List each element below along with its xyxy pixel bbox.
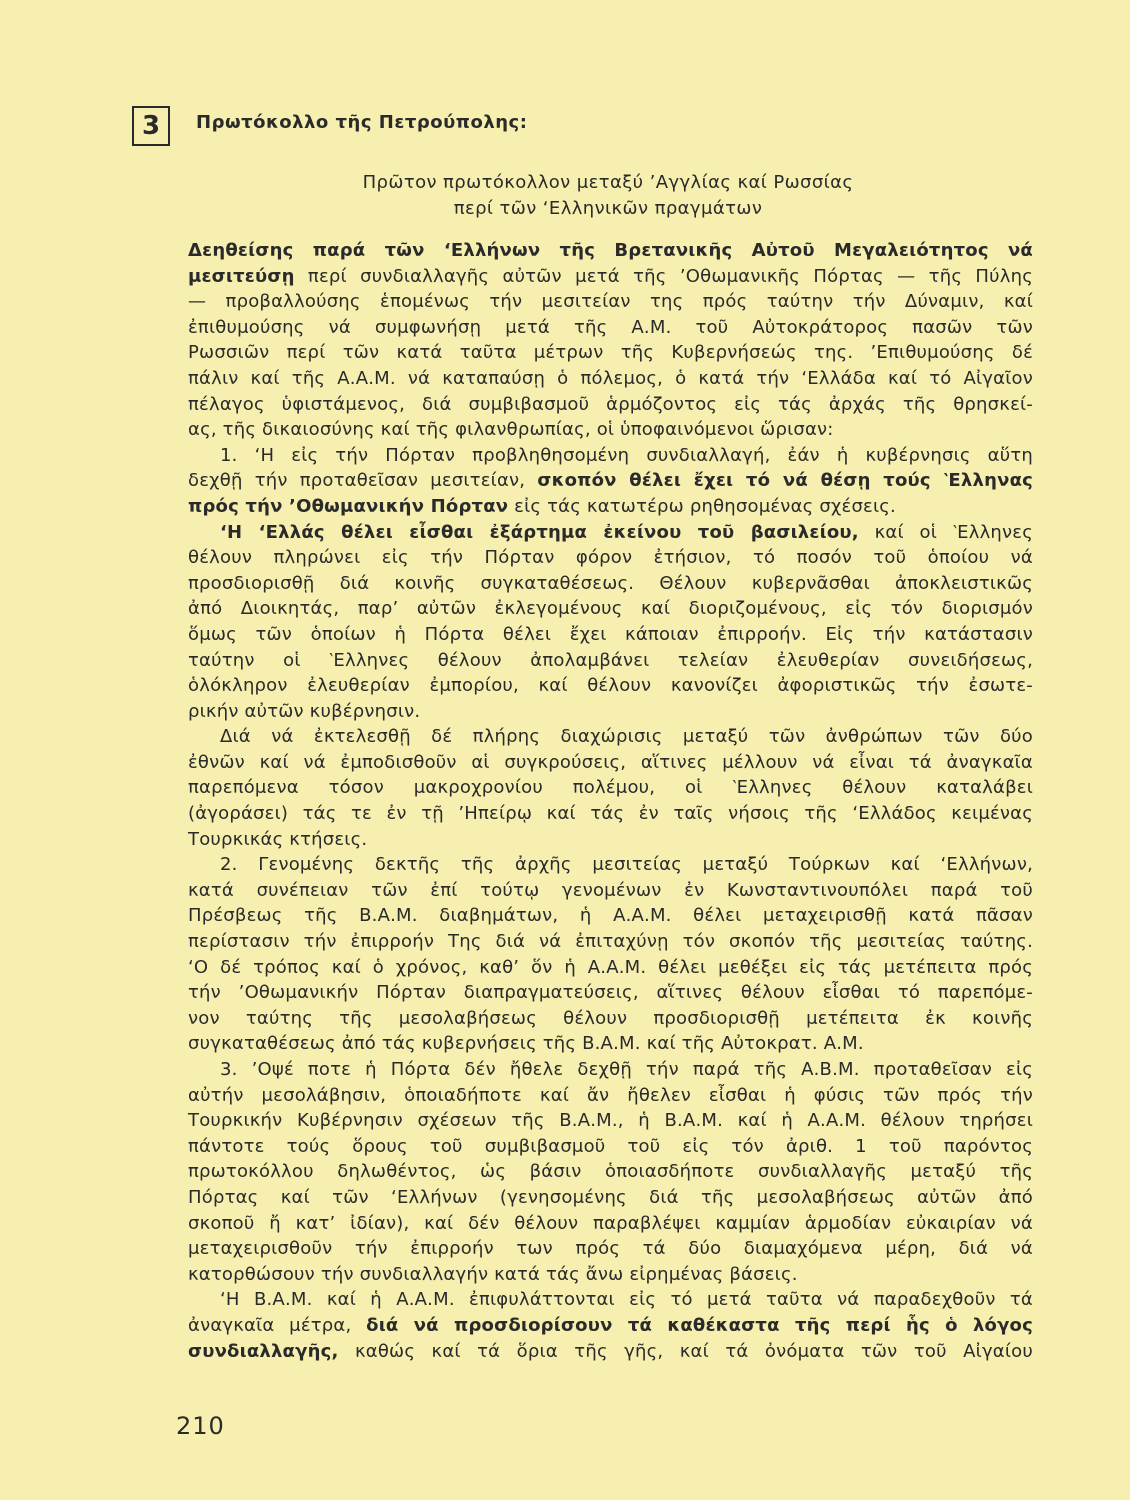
text-line (188, 1108, 1033, 1134)
text-run: ἀπό Διοικητάς, παρ’ αὐτῶν ἐκλεγομένους καί διοριζομένους, εἰς τόν διορισμόν (188, 598, 1033, 620)
text-line (188, 1134, 1033, 1160)
text-run: ταύτην οἱ ‵Ελληνες θέλουν ἀπολαμβάνει τελείαν ἐλευθερίαν συνειδήσεως, (188, 649, 1033, 671)
text-line (188, 340, 1033, 366)
text-line (188, 673, 1033, 699)
text-line (188, 699, 1033, 725)
bold-text-run: πρός τήν ’Οθωμανικήν Πόρταν (188, 495, 509, 517)
text-line (188, 775, 1033, 801)
bold-text-run: συνδιαλλαγῆς, (188, 1340, 339, 1362)
bold-text-run: σκοπόν θέλει ἔχει τό νά θέσῃ τούς ‵Ελληνας (537, 470, 1033, 492)
text-line (188, 366, 1033, 392)
text-run: ὁλόκληρον ἐλευθερίαν ἐμπορίου, καί θέλουν κανονίζει ἀφοριστικῶς τήν ἐσωτε- (188, 675, 1033, 697)
text-run: Ρωσσιῶν περί τῶν κατά ταῦτα μέτρων τῆς Κυβερνήσεώς της. ’Επιθυμούσης δέ (188, 342, 1033, 364)
text-line (188, 1262, 1033, 1288)
text-run: πρωτοκόλλου δηλωθέντος, ὡς βάσιν ὁποιασδήποτε συνδιαλλαγῆς μεταξύ τῆς (188, 1161, 1033, 1183)
text-run: μεταχειρισθοῦν τήν ἐπιρροήν των πρός τά δύο διαμαχόμενα μέρη, διά νά (188, 1238, 1033, 1260)
text-run: περί συνδιαλλαγῆς αὐτῶν μετά τῆς ’Οθωμανικῆς Πόρτας — τῆς Πύλης (294, 265, 1033, 287)
text-line (188, 545, 1033, 571)
text-line (188, 264, 1033, 290)
text-run: — προβαλλούσης ἑπομένως τήν μεσιτείαν της πρός ταύτην τήν Δύναμιν, καί (188, 291, 1033, 313)
page-number: 210 (176, 1412, 225, 1440)
text-line (188, 417, 1033, 443)
text-line (188, 903, 1033, 929)
text-run: εἰς τάς κατωτέρω ρηθησομένας σχέσεις. (508, 495, 896, 517)
text-line (188, 980, 1033, 1006)
text-run: παρεπόμενα τόσον μακροχρονίου πολέμου, οἱ ‵Ελληνες θέλουν καταλάβει (188, 777, 1033, 799)
text-run: Διά νά ἐκτελεσθῇ δέ πλήρης διαχώρισις μεταξύ τῶν ἀνθρώπων τῶν δύο (220, 726, 1033, 748)
text-run: 3. ’Οψέ ποτε ἡ Πόρτα δέν ἤθελε δεχθῇ τήν παρά τῆς Α.Β.Μ. προταθεῖσαν εἰς (220, 1059, 1033, 1080)
text-line (188, 443, 1033, 469)
text-run: Τουρκικάς κτήσεις. (188, 828, 368, 850)
text-run: συγκαταθέσεως ἀπό τάς κυβερνήσεις τῆς Β.Α.Μ. καί τῆς Αὐτοκρατ. Α.Μ. (188, 1033, 864, 1055)
bold-text-run: ‘Η ‘Ελλάς θέλει εἶσθαι ἐξάρτημα ἐκείνου τοῦ βασιλείου, (220, 521, 859, 543)
bold-text-run: διά νά προσδιορίσουν τά καθέκαστα τῆς περί ἧς ὁ λόγος (366, 1314, 1033, 1336)
text-run: κατά συνέπειαν τῶν ἐπί τούτῳ γενομένων ἐν Κωνσταντινουπόλει παρά τοῦ (188, 879, 1033, 901)
text-run: ἀναγκαῖα μέτρα, (188, 1314, 367, 1336)
text-run: πάντοτε τούς ὅρους τοῦ συμβιβασμοῦ τοῦ εἰς τόν ἀριθ. 1 τοῦ παρόντος (188, 1135, 1033, 1157)
text-line (188, 724, 1033, 750)
text-run: ‘Ο δέ τρόπος καί ὁ χρόνος, καθ’ ὅν ἡ Α.Α.Μ. θέλει μεθέξει εἰς τάς μετέπειτα πρός (188, 956, 1033, 978)
text-line (188, 955, 1033, 981)
text-line (188, 622, 1033, 648)
text-run: ‘Η Β.Α.Μ. καί ἡ Α.Α.Μ. ἐπιφυλάττονται εἰς τό μετά ταῦτα νά παραδεχθοῦν τά (220, 1289, 1033, 1311)
body-text (188, 238, 1033, 1364)
text-line (188, 1057, 1033, 1083)
text-line (188, 468, 1033, 494)
text-line (188, 571, 1033, 597)
bold-text-run: μεσιτεύσῃ (188, 265, 295, 287)
text-line (188, 289, 1033, 315)
text-line (188, 801, 1033, 827)
text-line (188, 596, 1033, 622)
text-line (188, 1006, 1033, 1032)
text-run: (ἀγοράσει) τάς τε ἐν τῇ ’Ηπείρῳ καί τάς ἐν ταῖς νήσοις τῆς ‘Ελλάδος κειμένας (188, 803, 1033, 825)
text-run: ἐθνῶν καί νά ἐμποδισθοῦν αἱ συγκρούσεις, αἵτινες μέλλουν νά εἶναι τά ἀναγκαῖα (188, 751, 1033, 773)
text-line (188, 929, 1033, 955)
text-line (188, 1236, 1033, 1262)
text-line (188, 878, 1033, 904)
heading-line-1: Πρῶτον πρωτόκολλον μεταξύ ’Αγγλίας καί Ρωσσίας (362, 172, 854, 193)
text-line (188, 1313, 1033, 1339)
text-run: Τουρκικήν Κυβέρνησιν σχέσεων τῆς Β.Α.Μ., ἡ Β.Α.Μ. καί ἡ Α.Α.Μ. θέλουν τηρήσει (188, 1110, 1033, 1132)
text-run: θέλουν πληρώνει εἰς τήν Πόρταν φόρον ἐτήσιον, τό ποσόν τοῦ ὁποίου νά (188, 547, 1033, 569)
text-run: 2. Γενομένης δεκτῆς τῆς ἀρχῆς μεσιτείας μεταξύ Τούρκων καί ‘Ελλήνων, (220, 854, 1033, 876)
text-run: 1. ‘Η εἰς τήν Πόρταν προβληθησομένη συνδιαλλαγή, ἐάν ἡ κυβέρνησις αὕτη (220, 444, 1033, 466)
text-run: σκοποῦ ἤ κατ’ ἰδίαν), καί δέν θέλουν παραβλέψει καμμίαν ἁρμοδίαν εὐκαιρίαν νά (188, 1212, 1033, 1234)
text-line (188, 750, 1033, 776)
text-run: ὅμως τῶν ὁποίων ἡ Πόρτα θέλει ἔχει κάποιαν ἐπιρροήν. Εἰς τήν κατάστασιν (188, 623, 1033, 645)
text-line (188, 1031, 1033, 1057)
text-run: Πρέσβεως τῆς Β.Α.Μ. διαβημάτων, ἡ Α.Α.Μ. θέλει μεταχειρισθῇ κατά πᾶσαν (188, 905, 1033, 927)
text-line (188, 1287, 1033, 1313)
text-run: ας, τῆς δικαιοσύνης καί τῆς φιλανθρωπίας, οἱ ὑποφαινόμενοι ὥρισαν: (188, 419, 834, 441)
text-line (188, 494, 1033, 520)
text-run: ἐπιθυμούσης νά συμφωνήσῃ μετά τῆς Α.Μ. τοῦ Αὐτοκράτορος πασῶν τῶν (188, 316, 1033, 338)
text-run: νον ταύτης τῆς μεσολαβήσεως θέλουν προσδιορισθῇ μετέπειτα ἐκ κοινῆς (188, 1007, 1033, 1029)
text-line (188, 852, 1033, 878)
heading-line-2: περί τῶν ‘Ελληνικῶν πραγμάτων (453, 198, 763, 219)
text-line (188, 648, 1033, 674)
text-line (188, 315, 1033, 341)
text-run: περίστασιν τήν ἐπιρροήν Της διά νά ἐπιταχύνῃ τόν σκοπόν τῆς μεσιτείας ταύτης. (188, 931, 1033, 953)
text-run: κατορθώσουν τήν συνδιαλλαγήν κατά τάς ἄνω εἰρημένας βάσεις. (188, 1263, 798, 1285)
text-run: καθώς καί τά ὅρια τῆς γῆς, καί τά ὀνόματα τῶν τοῦ Αἰγαίου (338, 1340, 1033, 1362)
text-run: καί οἱ ‵Ελληνες (858, 521, 1033, 543)
bold-text-run: Δεηθείσης παρά τῶν ‘Ελλήνων τῆς Βρετανικῆς Αὐτοῦ Μεγαλειότητος νά (188, 240, 1033, 261)
text-run: τήν ’Οθωμανικήν Πόρταν διαπραγματεύσεις, αἵτινες θέλουν εἶσθαι τό παρεπόμε- (188, 982, 1033, 1004)
text-line (188, 1185, 1033, 1211)
text-run: Πόρτας καί τῶν ‘Ελλήνων (γενησομένης διά τῆς μεσολαβήσεως αὐτῶν ἀπό (188, 1186, 1033, 1208)
section-title: Πρωτόκολλο τῆς Πετρούπολης: (196, 112, 528, 133)
text-run: ρικήν αὐτῶν κυβέρνησιν. (188, 700, 421, 722)
text-line (188, 827, 1033, 853)
text-line (188, 1159, 1033, 1185)
section-number: 3 (132, 106, 170, 146)
text-line (188, 238, 1033, 264)
text-run: προσδιορισθῇ διά κοινῆς συγκαταθέσεως. Θέλουν κυβερνᾶσθαι ἀποκλειστικῶς (188, 572, 1033, 594)
text-run: δεχθῇ τήν προταθεῖσαν μεσιτείαν, (188, 470, 538, 492)
text-run: πέλαγος ὑφιστάμενος, διά συμβιβασμοῦ ἁρμόζοντος εἰς τάς ἀρχάς τῆς θρησκεί- (188, 393, 1033, 415)
text-run: πάλιν καί τῆς Α.Α.Μ. νά καταπαύσῃ ὁ πόλεμος, ὁ κατά τήν ‘Ελλάδα καί τό Αἰγαῖον (188, 367, 1033, 389)
text-line (188, 1211, 1033, 1237)
text-line (188, 520, 1033, 546)
text-line (188, 392, 1033, 418)
text-line (188, 1083, 1033, 1109)
text-line (188, 1339, 1033, 1365)
text-run: αὐτήν μεσολάβησιν, ὁποιαδήποτε καί ἄν ἤθελεν εἶσθαι ἡ φύσις τῶν πρός τήν (188, 1084, 1033, 1106)
